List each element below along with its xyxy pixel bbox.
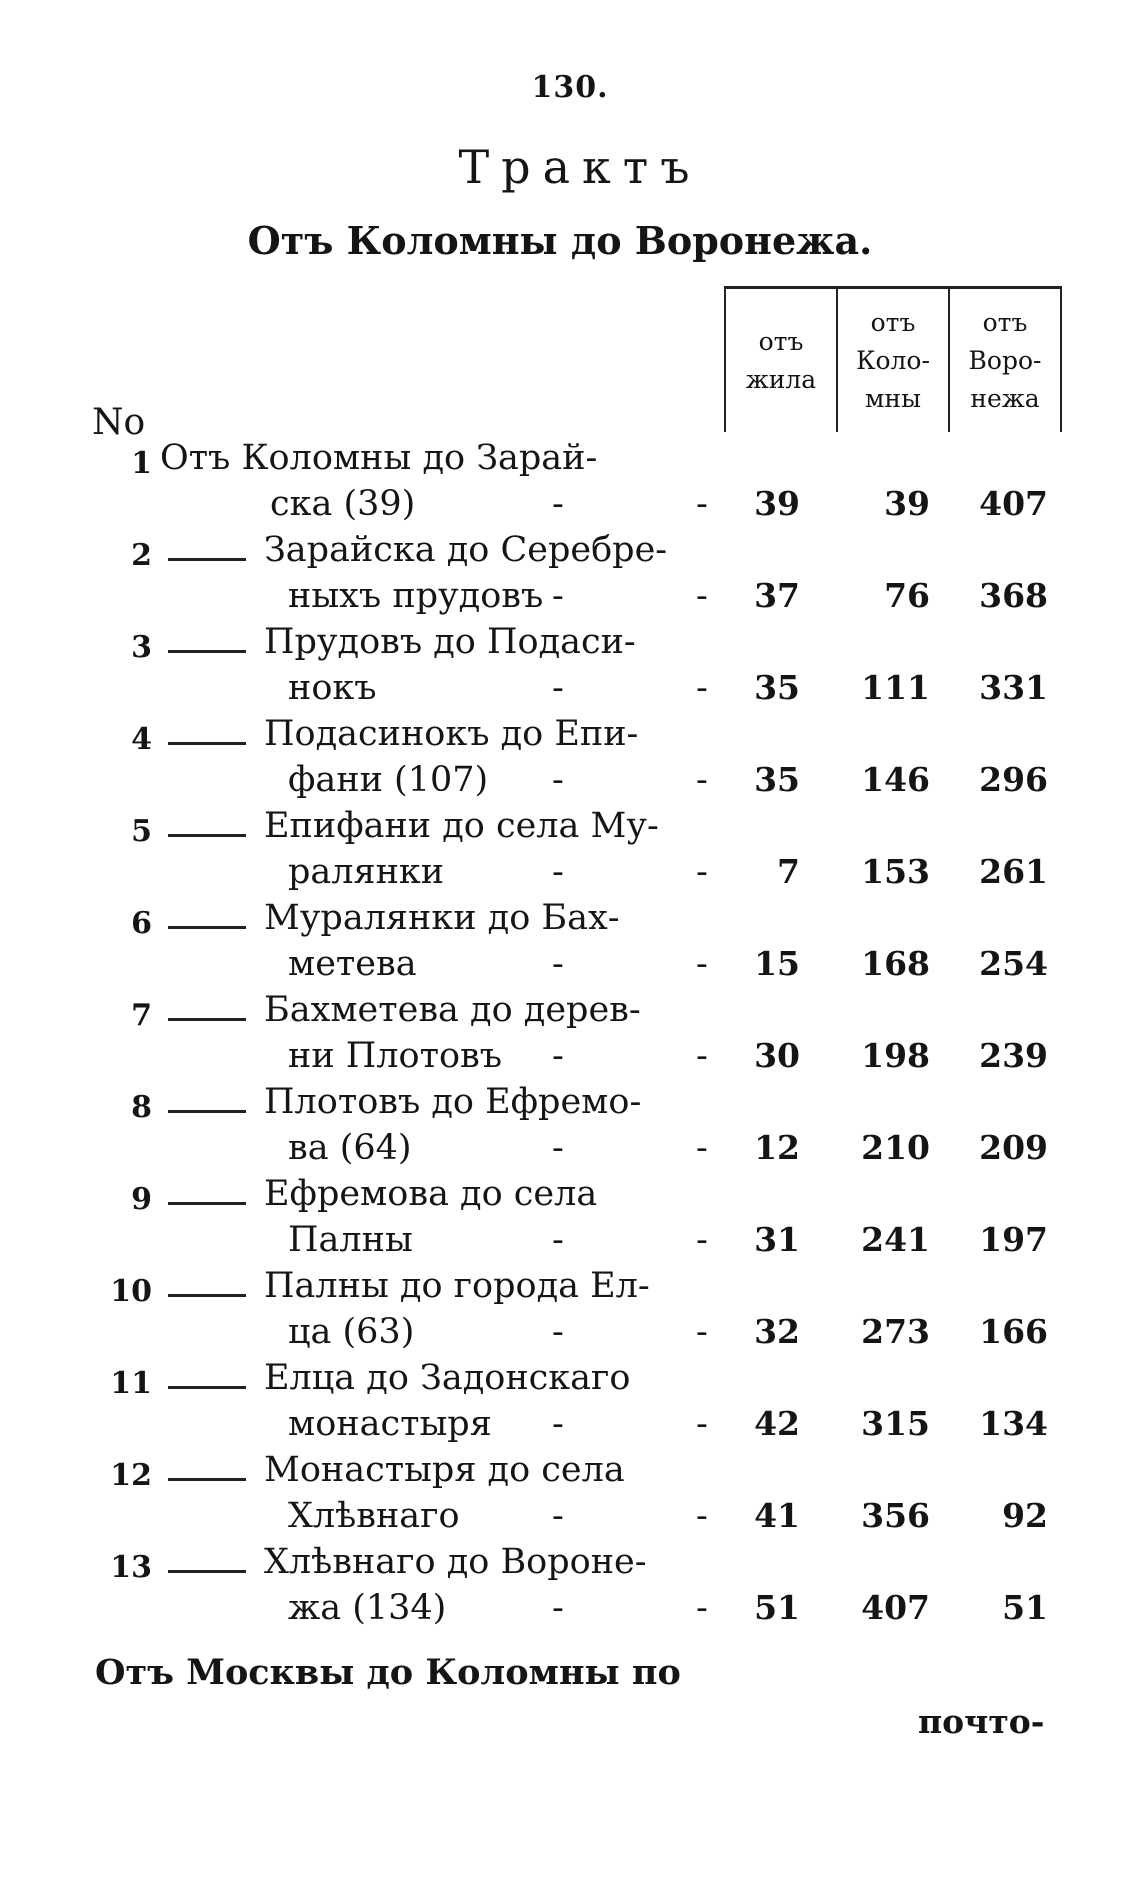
column-header-box: [724, 286, 1062, 432]
distance-value: 76: [884, 576, 930, 615]
dash-filler: -: [552, 944, 564, 984]
dash-filler: -: [552, 852, 564, 892]
distance-value: 31: [754, 1220, 800, 1259]
route-text-line1: Зарайска до Серебре-: [264, 530, 668, 570]
route-text-line2: ца (63): [288, 1312, 415, 1352]
column-header-from-previous: отъ жила: [745, 326, 817, 394]
distance-value: 42: [754, 1404, 800, 1443]
dash-filler: -: [696, 852, 708, 892]
dash-filler: -: [696, 1312, 708, 1352]
route-text-line1: Прудовъ до Подаси-: [264, 622, 636, 662]
dash-filler: -: [552, 1496, 564, 1536]
row-number: 3: [131, 630, 152, 665]
dash-filler: -: [552, 484, 564, 524]
distance-value: 15: [754, 944, 800, 983]
route-text-line2: монастыря: [288, 1404, 492, 1444]
dash-filler: -: [696, 484, 708, 524]
distance-value: 239: [979, 1036, 1048, 1075]
row-number: 13: [110, 1550, 152, 1585]
dash-filler: -: [696, 1036, 708, 1076]
table-row: [0, 1358, 1140, 1450]
table-row: [0, 1174, 1140, 1266]
distance-value: 209: [979, 1128, 1048, 1167]
distance-value: 92: [1002, 1496, 1048, 1535]
distance-value: 296: [979, 760, 1048, 799]
route-text-line2: метева: [288, 944, 417, 984]
row-number: 7: [131, 998, 152, 1033]
dash-filler: -: [552, 576, 564, 616]
table-row: [0, 622, 1140, 714]
distance-value: 407: [861, 1588, 930, 1627]
distance-value: 261: [979, 852, 1048, 891]
distance-value: 39: [884, 484, 930, 523]
catchword: почто-: [918, 1702, 1045, 1741]
dash-filler: -: [552, 1404, 564, 1444]
distance-value: 153: [861, 852, 930, 891]
dash-filler: -: [696, 1496, 708, 1536]
dash-filler: -: [696, 944, 708, 984]
ditto-dash: [168, 1386, 246, 1389]
table-row: [0, 898, 1140, 990]
table-row: [0, 438, 1140, 530]
ditto-dash: [168, 1570, 246, 1573]
distance-value: 35: [754, 668, 800, 707]
row-number: 5: [131, 814, 152, 849]
page-title: Трактъ: [458, 140, 702, 194]
route-text-line2: Палны: [288, 1220, 413, 1260]
row-number: 10: [110, 1274, 152, 1309]
route-text-line2: фани (107): [288, 760, 489, 800]
route-text-line2: ва (64): [288, 1128, 412, 1168]
table-row: [0, 1266, 1140, 1358]
table-row: [0, 990, 1140, 1082]
route-text-line1: Муралянки до Бах-: [264, 898, 620, 938]
row-number: 12: [110, 1458, 152, 1493]
distance-value: 134: [979, 1404, 1048, 1443]
page-subtitle: Отъ Коломны до Воронежа.: [247, 218, 873, 263]
route-text-line2: ныхъ прудовъ: [288, 576, 544, 616]
distance-value: 146: [861, 760, 930, 799]
distance-value: 111: [861, 668, 930, 707]
distance-value: 331: [979, 668, 1048, 707]
ditto-dash: [168, 1018, 246, 1021]
page-number: 130.: [531, 70, 609, 105]
distance-value: 37: [754, 576, 800, 615]
distance-value: 210: [861, 1128, 930, 1167]
route-text-line1: Подасинокъ до Епи-: [264, 714, 639, 754]
route-text-line2: нокъ: [288, 668, 377, 708]
ditto-dash: [168, 1478, 246, 1481]
distance-value: 35: [754, 760, 800, 799]
distance-value: 197: [979, 1220, 1048, 1259]
distance-value: 41: [754, 1496, 800, 1535]
row-number: 9: [131, 1182, 152, 1217]
distance-value: 315: [861, 1404, 930, 1443]
dash-filler: -: [552, 1588, 564, 1628]
distance-value: 254: [979, 944, 1048, 983]
ditto-dash: [168, 650, 246, 653]
dash-filler: -: [696, 1588, 708, 1628]
ditto-dash: [168, 926, 246, 929]
dash-filler: -: [696, 760, 708, 800]
route-text-line2: Хлѣвнаго: [288, 1496, 460, 1536]
dash-filler: -: [552, 1036, 564, 1076]
distance-value: 32: [754, 1312, 800, 1351]
table-row: [0, 530, 1140, 622]
dash-filler: -: [696, 1128, 708, 1168]
row-number: 6: [131, 906, 152, 941]
row-number: 1: [131, 446, 152, 481]
number-column-label: No: [92, 402, 146, 443]
distance-value: 51: [1002, 1588, 1048, 1627]
route-text-line2: жа (134): [288, 1588, 447, 1628]
table-row: [0, 1450, 1140, 1542]
route-text-line1: Бахметева до дерев-: [264, 990, 641, 1030]
ditto-dash: [168, 558, 246, 561]
table-row: [0, 714, 1140, 806]
column-header-from-kolomna: отъ Коло- мны: [836, 289, 948, 432]
distance-value: 30: [754, 1036, 800, 1075]
distance-value: 12: [754, 1128, 800, 1167]
footer-text: Отъ Москвы до Коломны по: [95, 1652, 681, 1693]
ditto-dash: [168, 1202, 246, 1205]
dash-filler: -: [696, 1404, 708, 1444]
route-text-line1: Хлѣвнаго до Вороне-: [264, 1542, 647, 1582]
row-number: 2: [131, 538, 152, 573]
dash-filler: -: [552, 1128, 564, 1168]
dash-filler: -: [552, 1312, 564, 1352]
dash-filler: -: [552, 1220, 564, 1260]
distance-value: 407: [979, 484, 1048, 523]
dash-filler: -: [552, 668, 564, 708]
row-number: 11: [110, 1366, 152, 1401]
ditto-dash: [168, 834, 246, 837]
route-text-line1: Отъ Коломны до Зарай-: [160, 438, 598, 478]
distance-value: 273: [861, 1312, 930, 1351]
route-text-line2: ска (39): [270, 484, 416, 524]
distance-value: 7: [777, 852, 800, 891]
route-text-line1: Ефремова до села: [264, 1174, 598, 1214]
distance-value: 368: [979, 576, 1048, 615]
distance-value: 39: [754, 484, 800, 523]
distance-value: 241: [861, 1220, 930, 1259]
row-number: 8: [131, 1090, 152, 1125]
dash-filler: -: [696, 576, 708, 616]
ditto-dash: [168, 742, 246, 745]
distance-value: 51: [754, 1588, 800, 1627]
dash-filler: -: [552, 760, 564, 800]
distance-value: 168: [861, 944, 930, 983]
route-text-line1: Плотовъ до Ефремо-: [264, 1082, 642, 1122]
table-row: [0, 1542, 1140, 1634]
table-row: [0, 1082, 1140, 1174]
ditto-dash: [168, 1294, 246, 1297]
route-text-line1: Монастыря до села: [264, 1450, 625, 1490]
column-header-from-voronezh: отъ Воро- нежа: [948, 289, 1060, 432]
table-row: [0, 806, 1140, 898]
route-text-line2: ни Плотовъ: [288, 1036, 503, 1076]
distance-value: 166: [979, 1312, 1048, 1351]
route-text-line2: ралянки: [288, 852, 445, 892]
distance-value: 356: [861, 1496, 930, 1535]
row-number: 4: [131, 722, 152, 757]
dash-filler: -: [696, 1220, 708, 1260]
dash-filler: -: [696, 668, 708, 708]
distance-value: 198: [861, 1036, 930, 1075]
route-text-line1: Епифани до села Му-: [264, 806, 659, 846]
ditto-dash: [168, 1110, 246, 1113]
route-text-line1: Палны до города Ел-: [264, 1266, 650, 1306]
route-text-line1: Елца до Задонскаго: [264, 1358, 631, 1398]
